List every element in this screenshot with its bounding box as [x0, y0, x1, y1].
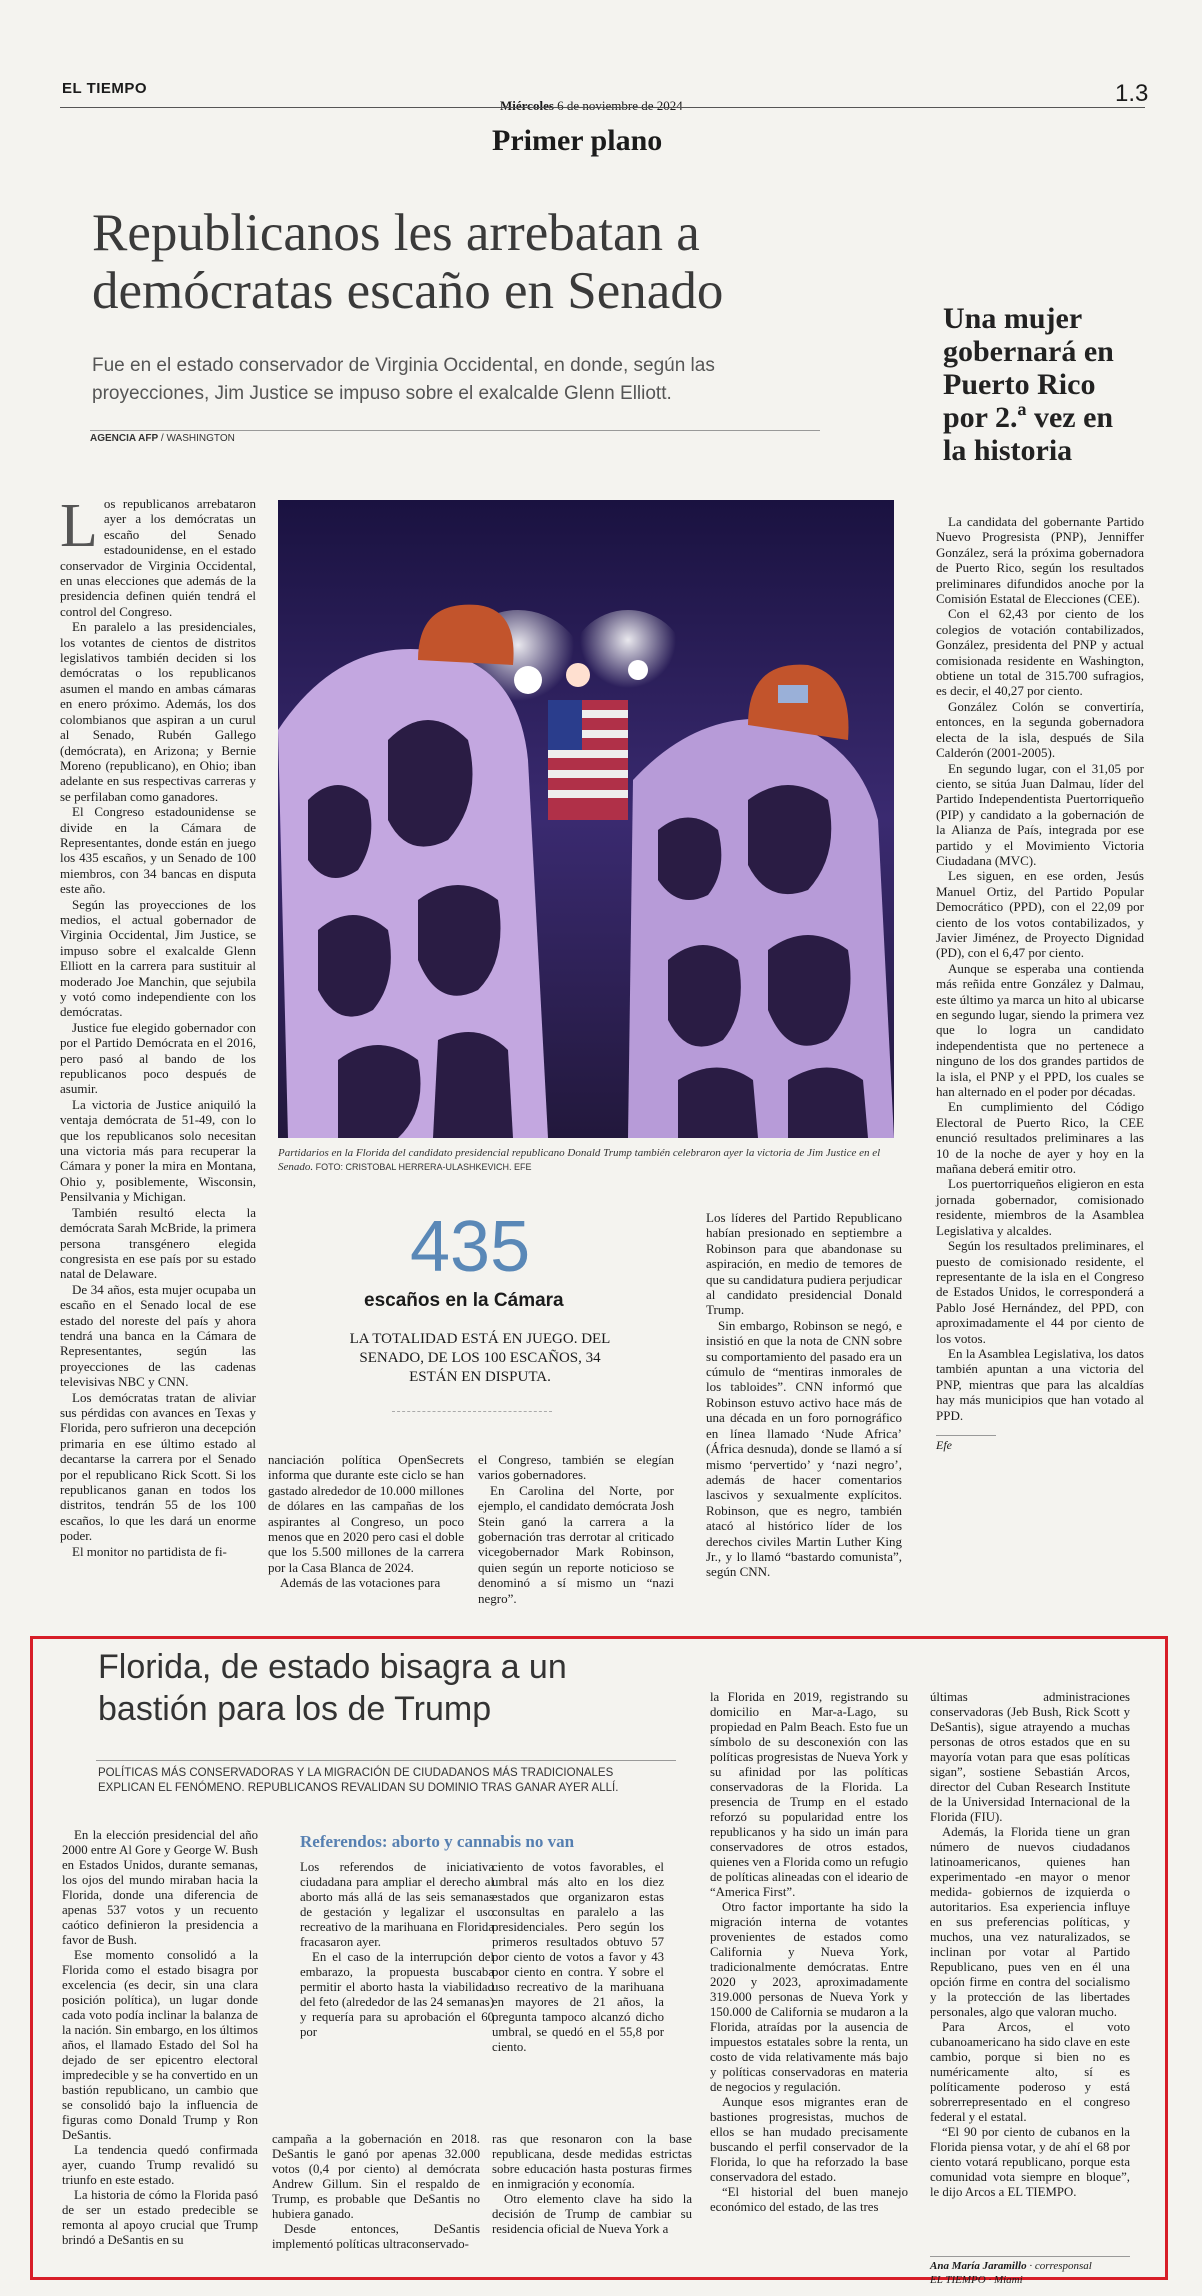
paragraph: Los referendos de iniciativa ciudadana para ampliar el derecho al aborto más allá de las seis semanas de gestación y legalizar el uso recreativo de la marihuana en Florida fracasaron ayer.: [300, 1860, 494, 1949]
paragraph: También resultó electa la demócrata Sarah McBride, la primera persona transgénero elegida congresista en ese país por su estado natal de Delaware.: [60, 1204, 256, 1282]
paragraph: En paralelo a las presidenciales, los votantes de cientos de distritos legislativos también deciden si los demócratas o los republicanos asumen el mando en ambas cámaras en enero próximo. Además, los dos colombianos que aspiran a un curul al Senado, Rubén Gallego (demócrata), en Arizona; y Bernie Moreno (republicano), en Ohio; iban adelante en sus respectivas carreras y se perfilaban como ganadores.: [60, 619, 256, 804]
paragraph: Ese momento consolidó a la Florida como el estado bisagra por excelencia (es decir, sin una clara posición política), un lugar donde cada voto podía inclinar la balanza de la nación. Sin embargo, en los últimos años, el llamado Estado del Sol ha dejado de ser epicentro electoral impredecible y se ha convertido en un bastión republicano, un cambio que se consolidó bajo la influencia de figuras como Donald Trump y Ron DeSantis.: [62, 1948, 258, 2142]
factbox-number: 435: [410, 1207, 531, 1287]
main-headline: Republicanos les arrebatan a demócratas escaño en Senado: [92, 204, 724, 320]
florida-column-5: [930, 1690, 1130, 2200]
florida-column-4: [710, 1690, 908, 2215]
sidebar-headline: Una mujer gobernará en Puerto Rico por 2.ª vez en la historia: [943, 302, 1114, 467]
paragraph: ciento de votos favorables, el umbral más alto en los diez estados que organizaron estas consultas en paralelo a las presidenciales. Pero según los primeros resultados obtuvo 57 por ciento de votos a favor y 43 por ciento en contra. Y sobre el uso recreativo de la marihuana en mayores de 21 años, la pregunta tampoco alcanzó dicho umbral, se quedó en el 55,8 por ciento.: [492, 1860, 664, 2054]
paragraph: “El historial del buen manejo económico del estado, de las tres: [710, 2185, 908, 2214]
paragraph: Desde entonces, DeSantis implementó políticas ultraconservado-: [272, 2222, 480, 2251]
florida-column-3: [492, 2132, 692, 2237]
paragraph: últimas administraciones conservadoras (Jeb Bush, Rick Scott y DeSantis), sigue atrayendo a muchas personas de otros estados que en su mayoría votan para que esas políticas sigan”, sostiene Sebastián Arcos, director del Cuban Research Institute de la Universidad Internacional de la Florida (FIU).: [930, 1690, 1130, 1824]
paragraph: En Carolina del Norte, por ejemplo, el candidato demócrata Josh Stein ganó la carrera a la gobernación tras derrotar al criticado vicegobernador Mark Robinson, quien según un reporte noticioso se denominó a sí mismo un “nazi negro”.: [478, 1482, 674, 1606]
main-column-1: [60, 492, 256, 1559]
paragraph: Los líderes del Partido Republicano habían presionado en septiembre a Robinson para que abandonase su aspiración, en medio de temores de que su candidatura pudiera perjudicar al candidato presidencial Donald Trump.: [706, 1210, 902, 1318]
photo-caption: [278, 1146, 894, 1174]
paragraph: Les siguen, en ese orden, Jesús Manuel Ortiz, del Partido Popular Democrático (PPD), con el 22,09 por ciento de los votos contabilizados, y Javier Jiménez, de Proyecto Dignidad (PD), con el 6,47 por ciento.: [936, 868, 1144, 961]
factbox-divider: [392, 1411, 552, 1412]
main-deck: Fue en el estado conservador de Virginia Occidental, en donde, según las proyecciones, Jim Justice se impuso sobre el exalcalde Glenn Elliott.: [92, 355, 715, 404]
sidebar-credit: Efe: [936, 1435, 996, 1453]
paragraph: el Congreso, también se elegían varios gobernadores.: [478, 1452, 674, 1483]
paragraph: Aunque se esperaba una contienda más reñida entre González y Dalmau, este último ya marca un hito al ubicarse en segundo lugar, siendo la primera vez que lo logra un candidato independentista que no pertenece a ninguno de los dos grandes partidos de la isla, el PNP y el PPD, los cuales se han alternado en el poder por décadas.: [936, 960, 1144, 1100]
main-byline: [90, 433, 235, 444]
referendos-column-1: [300, 1860, 494, 2040]
paragraph: La victoria de Justice aniquiló la ventaja demócrata de 51-49, con lo que los republicanos solo necesitan una victoria más para recuperar la Cámara y poner la mira en Montana, Ohio y, posiblemente, Wisconsin, Pensilvania y Michigan.: [60, 1096, 256, 1205]
paragraph: Los demócratas tratan de aliviar sus pérdidas con avances en Texas y Florida, pero sufrieron una decepción primaria en ese último estado al decantarse la carrera por el Senado por el republicano Rick Scott. Si los republicanos ganan en todos los distritos, tendrán 55 de los 100 escaños, lo que les dará un enorme poder.: [60, 1389, 256, 1544]
weekday: Miércoles: [500, 98, 554, 113]
byline-city: / WASHINGTON: [158, 433, 235, 444]
paragraph: Aunque esos migrantes eran de bastiones progresistas, muchos de ellos se han mudado precisamente buscando el perfil conservador de la Florida, lo que ha reforzado la base conservadora del estado.: [710, 2095, 908, 2184]
date: 6 de noviembre de 2024: [557, 98, 683, 113]
author-name: Ana María Jaramillo: [930, 2260, 1027, 2272]
florida-deck-rule: [96, 1760, 676, 1761]
paragraph: ras que resonaron con la base republicana, desde medidas estrictas sobre educación hasta posturas firmes en inmigración y economía.: [492, 2132, 692, 2191]
paragraph: El monitor no partidista de fi-: [72, 1543, 227, 1559]
section-title: Primer plano: [492, 124, 663, 157]
trump-supporters-photo: [278, 500, 894, 1138]
florida-deck: POLÍTICAS MÁS CONSERVADORAS Y LA MIGRACIÓN DE CIUDADANOS MÁS TRADICIONALES EXPLICAN EL FENÓMENO. REPUBLICANOS REVALIDAN SU DOMINIO TRAS GANAR AYER ALLÍ.: [98, 1767, 619, 1794]
paragraph: La candidata del gobernante Partido Nuevo Progresista (PNP), Jenniffer González, será la próxima gobernadora de Puerto Rico, según los resultados preliminares difundidos anoche por la Comisión Estatal de Elecciones (CEE).: [936, 514, 1144, 607]
florida-headline: Florida, de estado bisagra a un bastión para los de Trump: [98, 1648, 567, 1728]
photo-illustration: [278, 500, 894, 1138]
author-credit: [930, 2256, 1130, 2287]
paragraph: La historia de cómo la Florida pasó de ser un estado predecible se remonta al apoyo crucial que Trump brindó a DeSantis en su: [62, 2188, 258, 2247]
paragraph: Para Arcos, el voto cubanoamericano ha sido clave en este cambio, porque si bien no es numéricamente alto, sí es políticamente poderoso y está sobrerrepresentado en el congreso federal y el estatal.: [930, 2020, 1130, 2124]
paragraph: os republicanos arrebataron ayer a los demócratas un escaño del Senado estadounidense, en el estado conservador de Virginia Occidental, en unas elecciones que además de la presidencia definen quién tendrá el control del Congreso.: [60, 496, 256, 619]
paragraph: De 34 años, esta mujer ocupaba un escaño en el Senado local de ese estado del noreste del país y ahora tendrá una banca en la Cámara de Representantes, según las proyecciones de las cadenas televisivas NBC y CNN.: [60, 1281, 256, 1390]
paragraph: La tendencia quedó confirmada ayer, cuando Trump revalidó su triunfo en este estado.: [62, 2143, 258, 2187]
florida-column-1: [62, 1828, 258, 2248]
paragraph: En segundo lugar, con el 31,05 por ciento, se sitúa Juan Dalmau, líder del Partido Independentista Puertorriqueño (PIP) y candidato a la gobernación de la Alianza de País, integrada por ese partido y el Movimiento Victoria Ciudadana (MVC).: [936, 760, 1144, 868]
newspaper-name: EL TIEMPO: [62, 80, 148, 97]
photo-credit: FOTO: CRISTOBAL HERRERA-ULASHKEVICH. EFE: [313, 1162, 532, 1172]
main-column-3: [478, 1452, 674, 1606]
florida-column-2: [272, 2132, 480, 2252]
paragraph: En cumplimiento del Código Electoral de Puerto Rico, la CEE enunció resultados preliminares a las 10 de la noche de ayer y hoy en la mañana deberá emitir otro.: [936, 1099, 1144, 1177]
paragraph: Sin embargo, Robinson se negó, e insistió en que la nota de CNN sobre su comportamiento del pasado era un cúmulo de “mentiras inmorales de los tabloides”. CNN informó que Robinson estuvo activo hace más de una década en un foro pornográfico en línea llamado ‘Nude Africa’ (África desnuda), donde se llamó a sí mismo ‘pervertido’ y ‘nazi negro’, además de hacer comentarios lascivos y sexualmente explícitos. Robinson, que es negro, también atacó al histórico líder de los derechos civiles Martin Luther King Jr., y lo llamó “bastardo comunista”, según CNN.: [706, 1317, 902, 1580]
paragraph: Los puertorriqueños eligieron en esta jornada gobernador, comisionado residente, miembros de la Asamblea Legislativa y alcaldes.: [936, 1176, 1144, 1238]
paragraph: González Colón se convertiría, entonces, en la segunda gobernadora electa de la isla, después de Sila Calderón (2001-2005).: [936, 698, 1144, 761]
deck-rule: [90, 430, 820, 431]
paragraph: Con el 62,43 por ciento de los colegios de votación contabilizados, González, presidenta del PNP y actual comisionada residente en Washington, obtiene un total de 315.700 sufragios, es decir, el 40,27 por ciento.: [936, 606, 1144, 699]
paragraph: El Congreso estadounidense se divide en la Cámara de Representantes, donde están en juego los 435 escaños, y un Senado de 100 miembros, con 34 bancas en disputa este año.: [60, 804, 256, 897]
paragraph: En el caso de la interrupción del embarazo, la propuesta buscaba permitir el aborto hasta la viabilidad del feto (alrededor de las 24 semanas) y requería para su aprobación el 60 por: [300, 1950, 495, 2039]
sidebar-body: [936, 514, 1144, 1453]
referendos-title: Referendos: aborto y cannabis no van: [300, 1832, 575, 1851]
paragraph: En la elección presidencial del año 2000 entre Al Gore y George W. Bush en Estados Unidos, durante semanas, los ojos del mundo miraban hacia la Florida, donde una diferencia de apenas 537 votos y un recuento caótico definieron la presidencia a favor de Bush.: [62, 1828, 258, 1947]
paragraph: Según las proyecciones de los medios, el actual gobernador de Virginia Occidental, Jim Justice, se impuso sobre el exalcalde Glenn Elliott en la carrera para sustituir al moderado Joe Manchin, que sejubila y votó como independiente con los demócratas.: [60, 896, 256, 1020]
byline-agency: AGENCIA AFP: [90, 433, 159, 444]
paragraph: Justice fue elegido gobernador con por el Partido Demócrata en el 2016, pero pasó al bando de los republicanos poco después de asumir.: [60, 1019, 256, 1097]
paragraph: En la Asamblea Legislativa, los datos también apuntan a una victoria del PNP, mientras que para las alcaldías hay más municipios que han votado al PPD.: [936, 1345, 1144, 1423]
caption-text: Partidarios en la Florida del candidato presidencial republicano Donald Trump también celebraron ayer la victoria de Jim Justice en el Senado.: [278, 1147, 881, 1173]
author-role: · corresponsal: [1026, 2260, 1092, 2272]
page-number: 1.3: [1115, 80, 1149, 107]
masthead-rule: [60, 107, 1145, 108]
author-outlet: EL TIEMPO · Miami: [930, 2274, 1023, 2286]
paragraph: “El 90 por ciento de cubanos en la Florida piensa votar, y de ahí el 68 por ciento votará republicano, porque esta comunidad vota siempre en bloque”, le dijo Arcos a EL TIEMPO.: [930, 2125, 1130, 2199]
paragraph: Según los resultados preliminares, el puesto de comisionado residente, el representante de la isla en el Congreso de Estados Unidos, le corresponderá a Pablo José Hernández, del PPD, con aproximadamente el 44 por ciento de los votos.: [936, 1238, 1144, 1346]
paragraph: campaña a la gobernación en 2018. DeSantis le ganó por apenas 32.000 votos (0,4 por ciento) al demócrata Andrew Gillum. Sin el respaldo de Trump, es probable que DeSantis no hubiera ganado.: [272, 2132, 480, 2221]
paragraph: nanciación política OpenSecrets informa que durante este ciclo se han gastado alrededor de 10.000 millones de dólares en las campañas de los aspirantes al Congreso, un poco menos que en 2020 pero casi el doble que los 5.500 millones de la carrera por la Casa Blanca de 2024.: [268, 1452, 464, 1575]
paragraph: Otro elemento clave ha sido la decisión de Trump de cambiar su residencia oficial de Nueva York a: [492, 2192, 692, 2236]
factbox-text: LA TOTALIDAD ESTÁ EN JUEGO. DEL SENADO, DE LOS 100 ESCAÑOS, 34 ESTÁN EN DISPUTA.: [349, 1331, 611, 1385]
main-column-4: [706, 1210, 902, 1580]
main-column-2: [268, 1452, 464, 1591]
drop-cap: L: [60, 492, 98, 560]
paragraph: la Florida en 2019, registrando su domicilio en Mar-a-Lago, su propiedad en Palm Beach. Esto fue un símbolo de su desconexión con las políticas progresistas de Nueva York y su afinidad por las políticas conservadoras de la Florida. La presencia de Trump en el estado reforzó su popularidad entre los republicanos y ha sido un imán para conservadores de otros estados, quienes ven a Florida como un refugio de políticas alineadas con el ideario de “America First”.: [710, 1690, 908, 1899]
date-line: [500, 98, 683, 114]
paragraph: Otro factor importante ha sido la migración interna de votantes provenientes de estados como California y Nueva York, tradicionalmente demócratas. Entre 2020 y 2023, aproximadamente 319.000 personas de Nueva York y 150.000 de California se mudaron a la Florida, atraídas por la ausencia de impuestos estatales sobre la renta, un costo de vida relativamente más bajo y políticas conservadoras en materia de negocios y regulación.: [710, 1900, 908, 2094]
paragraph: Además, la Florida tiene un gran número de nuevos ciudadanos latinoamericanos, quienes han experimentado -en mayor o menor medida- gobiernos de izquierda o autoritarios. Esa experiencia influye en sus preferencias políticas, y muchos, una vez naturalizados, se inclinan por votar al Partido Republicano, pues ven en él una opción firme en contra del socialismo y la protección de las libertades personales, algo que valoran mucho.: [930, 1825, 1130, 2019]
factbox-label: escaños en la Cámara: [364, 1290, 564, 1311]
referendos-column-2: [492, 1860, 664, 2055]
paragraph: Además de las votaciones para: [280, 1575, 441, 1591]
